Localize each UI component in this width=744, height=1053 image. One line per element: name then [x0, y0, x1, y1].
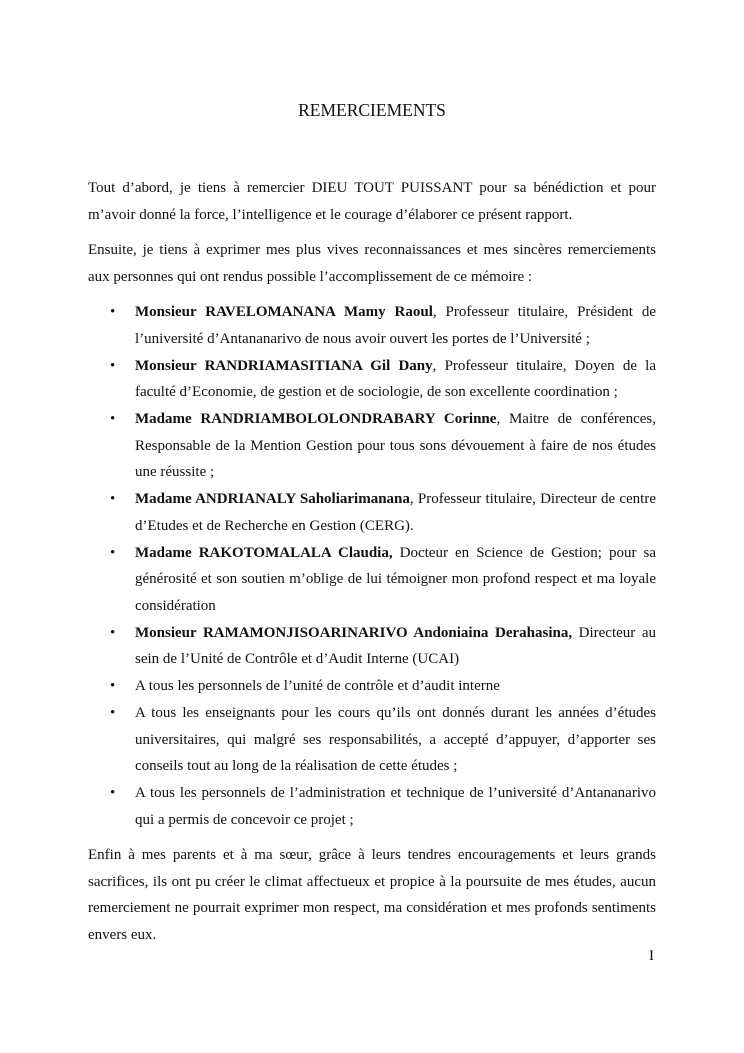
bullet-icon: • — [110, 357, 116, 374]
item-text: , Professeur titulaire, Directeur de centre d’Etudes et de Recherche en Gestion (CERG). — [135, 491, 657, 534]
enfin-paragraph: Enfin à mes parents et à ma sœur, grâce à leurs tendres encouragements et leurs grands sacrifices, ils ont pu créer le climat affectueux et propice à la poursuite de mes études, aucun remerciement ne pourrait exprimer mon respect, ma considération et mes profonds sentiments envers eux. — [88, 847, 656, 943]
item-text: A tous les personnels de l’unité de contrôle et d’audit interne — [135, 678, 500, 694]
person-name: Madame ANDRIANALY Saholiarimanana — [135, 491, 410, 507]
bullet-icon: • — [110, 705, 116, 721]
document-body — [88, 175, 656, 957]
bullet-icon: • — [110, 304, 116, 320]
list-item — [88, 406, 656, 486]
item-text: Directeur au sein de l’Unité de Contrôle et d’Audit Interne (UCAI) — [135, 624, 656, 667]
bullet-icon: • — [110, 491, 116, 507]
list-item — [88, 540, 656, 620]
page-title: REMERCIEMENTS — [298, 100, 446, 120]
item-text: A tous les enseignants pour les cours qu’ils ont donnés durant les années d’études universitaires, qui malgré ses responsabilités, a accepté d’appuyer, d’apporter ses conseils tout au long de la réalisation de cette études ; — [135, 705, 656, 774]
list-item — [88, 353, 656, 406]
list-item — [88, 673, 656, 700]
bullet-icon: • — [110, 411, 116, 427]
bullet-icon: • — [110, 785, 116, 801]
bullet-icon: • — [110, 544, 116, 561]
person-name: Monsieur RAMAMONJISOARINARIVO Andoniaina Derahasina, — [135, 624, 573, 641]
person-name: Monsieur RANDRIAMASITIANA Gil Dany — [135, 357, 433, 374]
list-item — [88, 700, 656, 780]
item-text: , Professeur titulaire, Président de l’université d’Antananarivo de nous avoir ouvert les portes de l’Université ; — [135, 304, 656, 347]
bullet-icon: • — [110, 624, 116, 641]
list-item — [88, 620, 656, 673]
item-text: Docteur en Science de Gestion; pour sa générosité et son soutien m’oblige de lui témoigner mon profond respect et ma loyale considération — [135, 544, 656, 614]
bullet-icon: • — [110, 678, 116, 694]
list-item — [88, 780, 656, 833]
list-item — [88, 299, 656, 352]
ensuite-paragraph: Ensuite, je tiens à exprimer mes plus vives reconnaissances et mes sincères remerciements aux personnes qui ont rendus possible l’accomplissement de ce mémoire : — [88, 242, 656, 285]
intro-paragraph: Tout d’abord, je tiens à remercier DIEU TOUT PUISSANT pour sa bénédiction et pour m’avoir donné la force, l’intelligence et le courage d’élaborer ce présent rapport. — [88, 180, 656, 223]
item-text: , Maitre de conférences, Responsable de la Mention Gestion pour tous sons dévouement à faire de nos études une réussite ; — [135, 411, 656, 480]
person-name: Monsieur RAVELOMANANA Mamy Raoul — [135, 304, 433, 320]
person-name: Madame RANDRIAMBOLOLONDRABARY Corinne — [135, 411, 497, 427]
acknowledgement-list — [88, 299, 656, 833]
item-text: , Professeur titulaire, Doyen de la faculté d’Economie, de gestion et de sociologie, de son excellente coordination ; — [135, 357, 656, 400]
person-name: Madame RAKOTOMALALA Claudia, — [135, 544, 393, 561]
page-number: I — [649, 948, 654, 964]
item-text: A tous les personnels de l’administration et technique de l’université d’Antananarivo qui a permis de concevoir ce projet ; — [135, 785, 656, 828]
list-item — [88, 486, 656, 539]
